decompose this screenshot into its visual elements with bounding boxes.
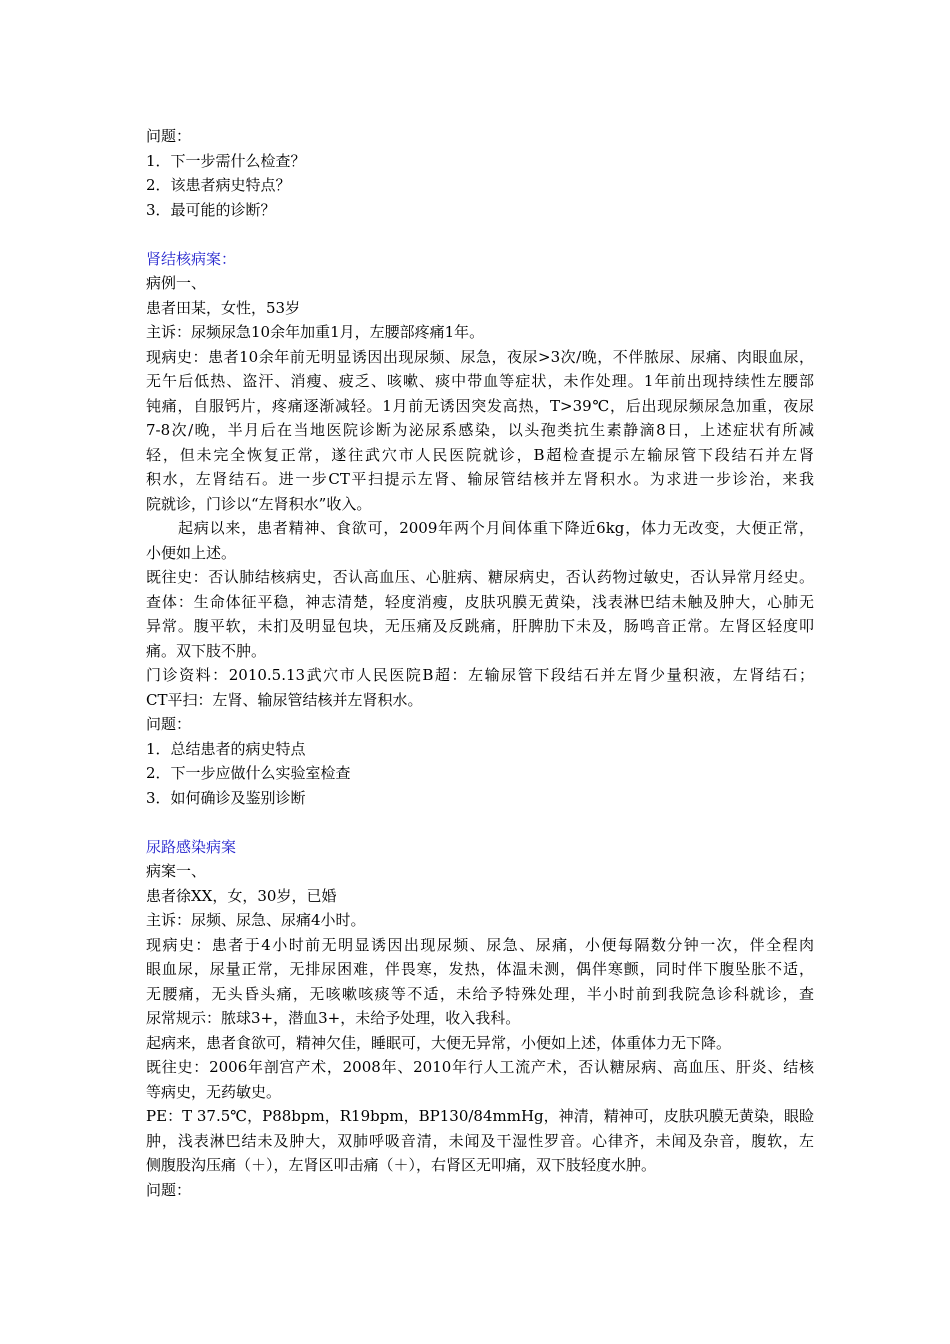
spacer: [146, 810, 814, 835]
patient-info: 患者徐XX，女，30岁，已婚: [146, 886, 337, 905]
question-item: 2．下一步应做什么实验室检查: [146, 764, 351, 782]
past-history: 既往史：否认肺结核病史，否认高血压、心脏病、糖尿病史，否认药物过敏史，否认异常月经史。: [146, 568, 814, 586]
present-history-line: 轻，但未完全恢复正常，遂往武穴市人民医院就诊，B超检查提示左输尿管下段结石并左肾: [146, 445, 814, 464]
physical-exam-line: 肿，浅表淋巴结未及肿大，双肺呼吸音清，未闻及干湿性罗音。心律齐，未闻及杂音，腹软，左: [146, 1131, 814, 1150]
case-label: 病案一、: [146, 862, 207, 880]
questions-label: 问题：: [146, 1180, 192, 1199]
clinic-data-line: 门诊资料：2010.5.13武穴市人民医院B超：左输尿管下段结石并左肾少量积液，左肾结石；: [146, 666, 814, 684]
past-history-line: 等病史，无药敏史。: [146, 1082, 282, 1101]
question-item: 3．如何确诊及鉴别诊断: [146, 788, 306, 807]
present-history-line: 无腰痛，无头昏头痛，无咳嗽咳痰等不适，未给予特殊处理，半小时前到我院急诊科就诊，查: [146, 984, 814, 1003]
patient-info: 患者田某，女性，53岁: [146, 298, 301, 317]
case-label: 病例一、: [146, 274, 207, 292]
since-onset-line: 小便如上述。: [146, 543, 237, 562]
present-history-line: 7-8次/晚，半月后在当地医院诊断为泌尿系感染，以头孢类抗生素静滴8日，上述症状有所减: [146, 421, 814, 439]
document-body: [146, 124, 814, 1202]
present-history-line: 钝痛，自服钙片，疼痛逐渐减轻。1月前无诱因突发高热，T>39℃，后出现尿频尿急加重，夜尿: [146, 396, 814, 415]
section-heading-uti: 尿路感染病案: [146, 837, 237, 856]
spacer: [146, 222, 814, 247]
physical-exam-line: 侧腹股沟压痛（＋），左肾区叩击痛（＋），右肾区无叩痛，双下肢轻度水肿。: [146, 1156, 657, 1174]
present-history-line: 院就诊，门诊以“左肾积水”收入。: [146, 494, 372, 513]
exam-line: 痛。双下肢不肿。: [146, 641, 267, 660]
present-history-line: 现病史：患者10余年前无明显诱因出现尿频、尿急，夜尿>3次/晚，不伴脓尿、尿痛、肉眼血尿，: [146, 347, 814, 366]
present-history-line: 尿常规示：脓球3+，潜血3+，未给予处理，收入我科。: [146, 1009, 521, 1027]
since-onset: 起病来，患者食欲可，精神欠佳，睡眠可，大便无异常，小便如上述，体重体力无下降。: [146, 1033, 732, 1052]
past-history-line: 既往史：2006年剖宫产术，2008年、2010年行人工流产术，否认糖尿病、高血压、肝炎、结核: [146, 1058, 814, 1076]
exam-line: 异常。腹平软，未扪及明显包块，无压痛及反跳痛，肝脾肋下未及，肠鸣音正常。左肾区轻度叩: [146, 617, 814, 635]
present-history-line: 无午后低热、盗汗、消瘦、疲乏、咳嗽、痰中带血等症状，未作处理。1年前出现持续性左腰部: [146, 372, 814, 390]
question-item: 1．下一步需什么检查？: [146, 151, 306, 170]
question-item: 3．最可能的诊断？: [146, 200, 276, 219]
since-onset-line: 起病以来，患者精神、食欲可，2009年两个月间体重下降近6kg，体力无改变，大便正常，: [178, 519, 814, 537]
chief-complaint: 主诉：尿频、尿急、尿痛4小时。: [146, 911, 366, 929]
question-item: 1．总结患者的病史特点: [146, 739, 306, 758]
exam-line: 查体：生命体征平稳，神志清楚，轻度消瘦，皮肤巩膜无黄染，浅表淋巴结未触及肿大，心肺无: [146, 592, 814, 611]
physical-exam-line: PE：T 37.5℃，P88bpm，R19bpm，BP130/84mmHg，神清，精神可，皮肤巩膜无黄染，眼睑: [146, 1107, 814, 1125]
clinic-data-line: CT平扫：左肾、输尿管结核并左肾积水。: [146, 690, 423, 709]
present-history-line: 积水，左肾结石。进一步CT平扫提示左肾、输尿管结核并左肾积水。为求进一步诊治，来我: [146, 470, 814, 488]
present-history-line: 眼血尿，尿量正常，无排尿困难，伴畏寒，发热，体温未测，偶伴寒颤，同时伴下腹坠胀不适，: [146, 960, 814, 978]
question-item: 2．该患者病史特点？: [146, 176, 291, 194]
questions-label: 问题：: [146, 715, 192, 733]
section-heading-tuberculosis: 肾结核病案：: [146, 249, 237, 268]
chief-complaint: 主诉：尿频尿急10余年加重1月，左腰部疼痛1年。: [146, 323, 485, 341]
present-history-line: 现病史：患者于4小时前无明显诱因出现尿频、尿急、尿痛，小便每隔数分钟一次，伴全程肉: [146, 935, 814, 954]
questions-label: 问题：: [146, 127, 192, 145]
